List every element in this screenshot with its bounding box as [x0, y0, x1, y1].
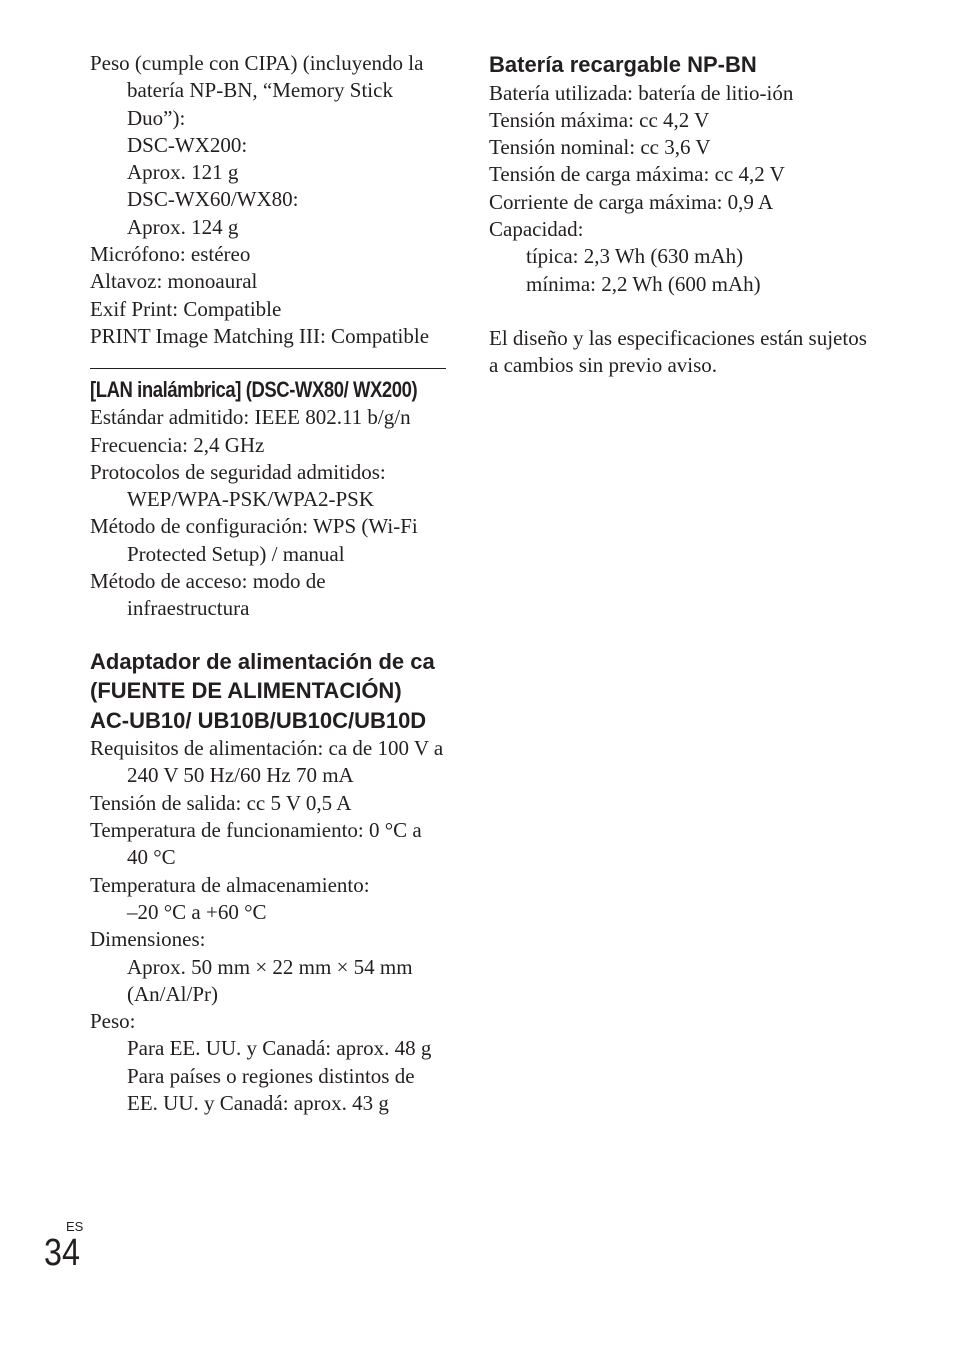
- adapter-weight-us: Para EE. UU. y Canadá: aprox. 48 g: [127, 1036, 432, 1061]
- adapter-dimensions-label: Dimensiones:: [90, 927, 206, 952]
- page-number: 34: [44, 1232, 80, 1274]
- adapter-weight-other: Para países o regiones distintos de EE. UU. y Canadá: aprox. 43 g: [127, 1063, 415, 1115]
- wlan-heading: [LAN inalámbrica] (DSC-WX80/ WX200): [90, 377, 418, 403]
- battery-capacity-label: Capacidad:: [489, 216, 584, 241]
- wlan-frequency: Frecuencia: 2,4 GHz: [90, 432, 265, 457]
- adapter-dimensions-value: Aprox. 50 mm × 22 mm × 54 mm (An/Al/Pr): [127, 954, 413, 1006]
- adapter-storage-value: –20 °C a +60 °C: [127, 899, 267, 924]
- section-divider: [90, 368, 446, 404]
- weight-value-a: Aprox. 121 g: [127, 160, 239, 185]
- battery-charge-current: Corriente de carga máxima: 0,9 A: [489, 189, 774, 214]
- weight-value-b: Aprox. 124 g: [127, 214, 239, 239]
- wlan-standard: Estándar admitido: IEEE 802.11 b/g/n: [90, 405, 411, 430]
- wlan-security-label: Protocolos de seguridad admitidos:: [90, 459, 386, 484]
- battery-charge-voltage: Tensión de carga máxima: cc 4,2 V: [489, 162, 785, 187]
- battery-capacity-min: mínima: 2,2 Wh (600 mAh): [526, 271, 761, 296]
- wlan-security-value: WEP/WPA-PSK/WPA2-PSK: [127, 487, 375, 512]
- language-code: ES: [66, 1219, 84, 1234]
- adapter-op-temp: Temperatura de funcionamiento: 0 °C a 40 °C: [90, 818, 422, 870]
- exif-spec: Exif Print: Compatible: [90, 296, 282, 321]
- battery-type: Batería utilizada: batería de litio-ión: [489, 80, 794, 105]
- speaker-spec: Altavoz: monoaural: [90, 269, 258, 294]
- battery-max-voltage: Tensión máxima: cc 4,2 V: [489, 107, 710, 132]
- adapter-weight-label: Peso:: [90, 1009, 136, 1034]
- wlan-access: Método de acceso: modo de infraestructura: [90, 569, 326, 621]
- microphone-spec: Micrófono: estéreo: [90, 242, 251, 267]
- adapter-storage-label: Temperatura de almacenamiento:: [90, 872, 370, 897]
- pim-spec: PRINT Image Matching III: Compatible: [90, 323, 430, 348]
- weight-model-a: DSC-WX200:: [127, 132, 248, 157]
- weight-model-b: DSC-WX60/WX80:: [127, 187, 299, 212]
- battery-nominal-voltage: Tensión nominal: cc 3,6 V: [489, 135, 711, 160]
- battery-capacity-typical: típica: 2,3 Wh (630 mAh): [526, 244, 744, 269]
- adapter-heading: Adaptador de alimentación de ca (FUENTE DE ALIMENTACIÓN) AC-UB10/ UB10B/UB10C/UB10D: [90, 648, 435, 733]
- wlan-config: Método de configuración: WPS (Wi-Fi Protected Setup) / manual: [90, 514, 418, 566]
- right-column: [489, 50, 869, 379]
- adapter-output: Tensión de salida: cc 5 V 0,5 A: [90, 790, 352, 815]
- left-column: [90, 50, 446, 1117]
- weight-title: Peso (cumple con CIPA) (incluyendo la batería NP-BN, “Memory Stick Duo”):: [90, 51, 424, 130]
- adapter-power-req: Requisitos de alimentación: ca de 100 V a 240 V 50 Hz/60 Hz 70 mA: [90, 736, 444, 788]
- spec-change-note: El diseño y las especificaciones están sujetos a cambios sin previo aviso.: [489, 325, 867, 378]
- battery-heading: Batería recargable NP-BN: [489, 52, 757, 77]
